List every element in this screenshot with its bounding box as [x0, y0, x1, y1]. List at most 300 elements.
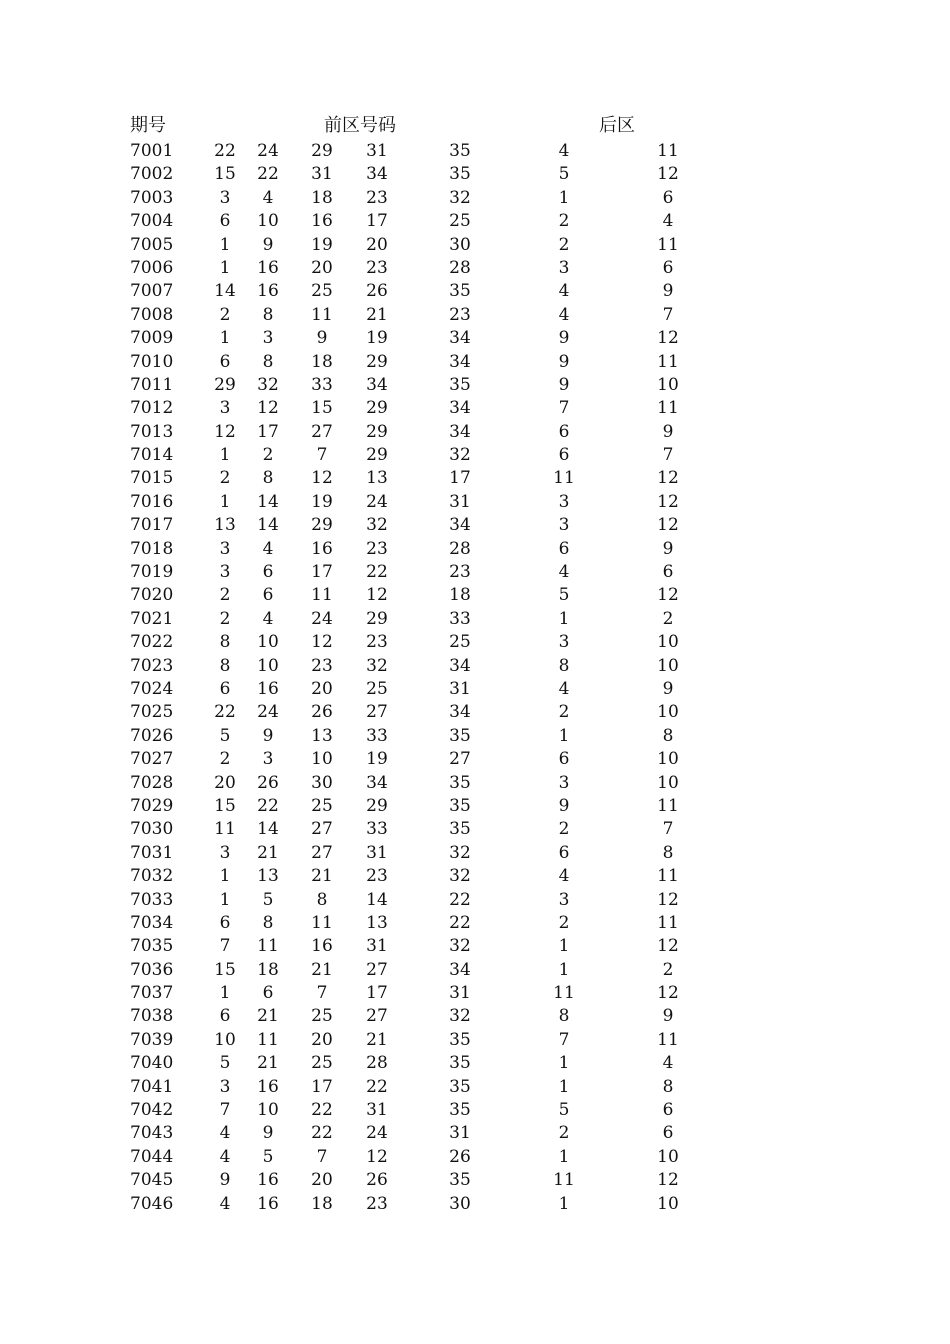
front-number-1: 1 — [219, 328, 231, 349]
back-number-1: 2 — [558, 702, 570, 723]
front-number-4: 24 — [366, 1123, 388, 1144]
front-number-4: 14 — [366, 889, 388, 910]
back-number-1: 11 — [553, 1170, 575, 1191]
front-number-1: 4 — [219, 1123, 231, 1144]
front-number-4: 19 — [366, 749, 388, 770]
issue-number: 7030 — [130, 819, 174, 840]
front-number-3: 27 — [311, 819, 333, 840]
front-number-1: 8 — [219, 632, 231, 653]
front-number-2: 10 — [257, 632, 279, 653]
front-number-2: 16 — [257, 1193, 279, 1214]
issue-number: 7033 — [130, 889, 174, 910]
front-number-1: 6 — [219, 1006, 231, 1027]
back-number-1: 9 — [558, 374, 570, 395]
back-number-1: 2 — [558, 234, 570, 255]
front-number-3: 7 — [316, 1146, 328, 1167]
front-number-1: 6 — [219, 678, 231, 699]
front-number-2: 24 — [257, 702, 279, 723]
front-number-4: 23 — [366, 632, 388, 653]
back-number-2: 10 — [657, 1193, 679, 1214]
front-number-1: 3 — [219, 398, 231, 419]
front-number-4: 31 — [366, 842, 388, 863]
back-number-1: 5 — [558, 1100, 570, 1121]
issue-number: 7044 — [130, 1146, 174, 1167]
front-number-1: 2 — [219, 468, 231, 489]
front-number-2: 24 — [257, 141, 279, 161]
front-number-5: 32 — [449, 866, 471, 887]
back-number-1: 1 — [558, 1076, 570, 1097]
table-row — [0, 234, 950, 257]
front-number-5: 35 — [449, 725, 471, 746]
front-number-1: 15 — [214, 795, 236, 816]
issue-number: 7005 — [130, 234, 174, 255]
table-row — [0, 491, 950, 514]
front-number-3: 16 — [311, 211, 333, 232]
back-number-1: 1 — [558, 187, 570, 208]
table-row — [0, 865, 950, 888]
table-row — [0, 701, 950, 724]
front-number-4: 29 — [366, 795, 388, 816]
back-number-2: 11 — [657, 398, 679, 419]
front-number-1: 22 — [214, 702, 236, 723]
front-number-5: 33 — [449, 608, 471, 629]
front-number-2: 9 — [262, 234, 274, 255]
front-number-2: 12 — [257, 398, 279, 419]
table-row — [0, 374, 950, 397]
back-number-2: 10 — [657, 749, 679, 770]
back-number-1: 6 — [558, 749, 570, 770]
back-number-2: 12 — [657, 889, 679, 910]
table-row — [0, 889, 950, 912]
back-number-2: 9 — [662, 421, 674, 442]
front-number-1: 6 — [219, 912, 231, 933]
table-row — [0, 444, 950, 467]
back-number-1: 9 — [558, 795, 570, 816]
front-number-3: 18 — [311, 351, 333, 372]
back-number-2: 9 — [662, 1006, 674, 1027]
issue-number: 7031 — [130, 842, 174, 863]
front-number-5: 34 — [449, 959, 471, 980]
back-number-2: 9 — [662, 678, 674, 699]
front-number-4: 17 — [366, 211, 388, 232]
issue-number: 7019 — [130, 562, 174, 583]
front-number-4: 27 — [366, 1006, 388, 1027]
table-row — [0, 584, 950, 607]
front-number-3: 17 — [311, 562, 333, 583]
front-number-4: 31 — [366, 936, 388, 957]
front-number-5: 28 — [449, 538, 471, 559]
front-number-2: 8 — [262, 912, 274, 933]
front-number-3: 19 — [311, 234, 333, 255]
back-number-2: 11 — [657, 912, 679, 933]
back-number-2: 7 — [662, 304, 674, 325]
front-number-3: 11 — [311, 912, 333, 933]
table-row — [0, 140, 950, 163]
front-number-4: 32 — [366, 655, 388, 676]
front-number-4: 29 — [366, 421, 388, 442]
back-number-1: 6 — [558, 445, 570, 466]
back-number-2: 6 — [662, 257, 674, 278]
front-number-4: 29 — [366, 445, 388, 466]
table-row — [0, 351, 950, 374]
front-number-3: 27 — [311, 842, 333, 863]
front-number-3: 29 — [311, 141, 333, 161]
front-number-3: 25 — [311, 795, 333, 816]
front-number-3: 22 — [311, 1100, 333, 1121]
front-number-1: 3 — [219, 562, 231, 583]
table-row — [0, 1193, 950, 1216]
front-number-5: 32 — [449, 842, 471, 863]
issue-number: 7021 — [130, 608, 174, 629]
front-number-5: 18 — [449, 585, 471, 606]
front-number-1: 3 — [219, 842, 231, 863]
front-number-1: 7 — [219, 936, 231, 957]
issue-number: 7013 — [130, 421, 174, 442]
front-number-5: 34 — [449, 351, 471, 372]
front-number-2: 3 — [262, 749, 274, 770]
back-number-2: 12 — [657, 983, 679, 1004]
front-number-4: 19 — [366, 328, 388, 349]
front-number-3: 23 — [311, 655, 333, 676]
front-number-2: 8 — [262, 351, 274, 372]
front-number-3: 11 — [311, 585, 333, 606]
front-number-5: 35 — [449, 164, 471, 185]
back-number-1: 4 — [558, 281, 570, 302]
front-number-3: 30 — [311, 772, 333, 793]
back-number-2: 4 — [662, 1053, 674, 1074]
back-number-1: 9 — [558, 328, 570, 349]
table-row — [0, 1029, 950, 1052]
back-number-2: 10 — [657, 772, 679, 793]
issue-number: 7018 — [130, 538, 174, 559]
issue-number: 7041 — [130, 1076, 174, 1097]
front-number-3: 25 — [311, 1006, 333, 1027]
table-row — [0, 725, 950, 748]
front-number-4: 29 — [366, 351, 388, 372]
back-number-1: 1 — [558, 959, 570, 980]
front-number-2: 10 — [257, 211, 279, 232]
front-number-3: 16 — [311, 936, 333, 957]
front-number-3: 7 — [316, 445, 328, 466]
table-row — [0, 631, 950, 654]
back-number-1: 9 — [558, 351, 570, 372]
back-number-2: 12 — [657, 164, 679, 185]
front-number-3: 20 — [311, 678, 333, 699]
front-number-5: 23 — [449, 562, 471, 583]
front-number-5: 32 — [449, 187, 471, 208]
table-row — [0, 1169, 950, 1192]
back-number-1: 7 — [558, 398, 570, 419]
front-number-1: 15 — [214, 164, 236, 185]
back-number-1: 4 — [558, 562, 570, 583]
front-number-4: 13 — [366, 912, 388, 933]
front-number-4: 23 — [366, 866, 388, 887]
back-number-1: 4 — [558, 678, 570, 699]
issue-number: 7034 — [130, 912, 174, 933]
front-number-2: 17 — [257, 421, 279, 442]
front-number-1: 1 — [219, 491, 231, 512]
table-row — [0, 912, 950, 935]
results-table — [0, 140, 950, 1216]
issue-number: 7026 — [130, 725, 174, 746]
back-number-2: 8 — [662, 725, 674, 746]
table-row — [0, 1122, 950, 1145]
back-number-2: 11 — [657, 795, 679, 816]
front-number-3: 31 — [311, 164, 333, 185]
front-number-2: 26 — [257, 772, 279, 793]
issue-number: 7028 — [130, 772, 174, 793]
front-number-2: 9 — [262, 725, 274, 746]
front-number-3: 16 — [311, 538, 333, 559]
front-number-1: 14 — [214, 281, 236, 302]
front-number-5: 34 — [449, 398, 471, 419]
back-number-2: 9 — [662, 281, 674, 302]
front-number-4: 23 — [366, 257, 388, 278]
front-number-2: 21 — [257, 1006, 279, 1027]
front-number-5: 35 — [449, 1029, 471, 1050]
front-number-2: 21 — [257, 842, 279, 863]
front-number-5: 31 — [449, 983, 471, 1004]
front-number-4: 17 — [366, 983, 388, 1004]
table-row — [0, 397, 950, 420]
front-number-2: 16 — [257, 678, 279, 699]
back-number-2: 6 — [662, 562, 674, 583]
back-number-2: 12 — [657, 1170, 679, 1191]
back-number-1: 2 — [558, 211, 570, 232]
front-number-1: 10 — [214, 1029, 236, 1050]
front-number-2: 9 — [262, 1123, 274, 1144]
front-number-3: 10 — [311, 749, 333, 770]
back-number-2: 12 — [657, 328, 679, 349]
table-row — [0, 514, 950, 537]
back-number-1: 1 — [558, 725, 570, 746]
back-number-2: 4 — [662, 211, 674, 232]
front-number-3: 17 — [311, 1076, 333, 1097]
table-row — [0, 1005, 950, 1028]
front-number-2: 4 — [262, 187, 274, 208]
front-number-5: 22 — [449, 889, 471, 910]
back-number-2: 6 — [662, 1100, 674, 1121]
front-number-3: 9 — [316, 328, 328, 349]
front-number-1: 13 — [214, 515, 236, 536]
issue-number: 7039 — [130, 1029, 174, 1050]
issue-number: 7003 — [130, 187, 174, 208]
table-row — [0, 327, 950, 350]
issue-number: 7040 — [130, 1053, 174, 1074]
issue-number: 7043 — [130, 1123, 174, 1144]
front-number-5: 32 — [449, 936, 471, 957]
back-number-1: 3 — [558, 257, 570, 278]
front-number-2: 22 — [257, 164, 279, 185]
front-number-3: 12 — [311, 468, 333, 489]
back-number-1: 6 — [558, 842, 570, 863]
issue-number: 7027 — [130, 749, 174, 770]
front-number-2: 11 — [257, 1029, 279, 1050]
front-number-5: 17 — [449, 468, 471, 489]
front-number-3: 24 — [311, 608, 333, 629]
back-number-2: 10 — [657, 374, 679, 395]
front-number-2: 6 — [262, 562, 274, 583]
front-number-4: 25 — [366, 678, 388, 699]
front-number-5: 35 — [449, 281, 471, 302]
back-number-1: 4 — [558, 141, 570, 161]
front-number-4: 34 — [366, 164, 388, 185]
front-number-1: 2 — [219, 608, 231, 629]
front-number-3: 20 — [311, 1170, 333, 1191]
front-number-3: 25 — [311, 281, 333, 302]
front-number-2: 13 — [257, 866, 279, 887]
issue-number: 7035 — [130, 936, 174, 957]
front-number-4: 26 — [366, 281, 388, 302]
front-number-4: 34 — [366, 374, 388, 395]
issue-number: 7037 — [130, 983, 174, 1004]
front-number-3: 21 — [311, 866, 333, 887]
front-number-3: 21 — [311, 959, 333, 980]
back-number-2: 9 — [662, 538, 674, 559]
back-number-2: 11 — [657, 351, 679, 372]
front-number-4: 31 — [366, 141, 388, 161]
front-number-1: 8 — [219, 655, 231, 676]
front-number-2: 14 — [257, 515, 279, 536]
front-number-1: 6 — [219, 351, 231, 372]
front-number-4: 21 — [366, 304, 388, 325]
back-number-1: 2 — [558, 912, 570, 933]
front-number-4: 27 — [366, 959, 388, 980]
issue-number: 7009 — [130, 328, 174, 349]
table-row — [0, 935, 950, 958]
issue-number: 7014 — [130, 445, 174, 466]
front-number-5: 35 — [449, 1100, 471, 1121]
front-number-5: 30 — [449, 234, 471, 255]
back-number-1: 6 — [558, 421, 570, 442]
front-number-1: 29 — [214, 374, 236, 395]
issue-number: 7007 — [130, 281, 174, 302]
front-number-4: 31 — [366, 1100, 388, 1121]
back-number-2: 10 — [657, 655, 679, 676]
front-number-4: 29 — [366, 608, 388, 629]
front-number-2: 16 — [257, 1170, 279, 1191]
front-number-5: 35 — [449, 1170, 471, 1191]
front-number-1: 3 — [219, 538, 231, 559]
table-row — [0, 1076, 950, 1099]
front-number-2: 5 — [262, 1146, 274, 1167]
back-number-1: 3 — [558, 491, 570, 512]
front-number-2: 16 — [257, 257, 279, 278]
header-front-zone: 前区号码 — [324, 115, 396, 136]
front-number-4: 34 — [366, 772, 388, 793]
back-number-1: 6 — [558, 538, 570, 559]
front-number-4: 22 — [366, 1076, 388, 1097]
back-number-1: 4 — [558, 866, 570, 887]
back-number-1: 4 — [558, 304, 570, 325]
table-row — [0, 421, 950, 444]
front-number-4: 33 — [366, 725, 388, 746]
front-number-2: 3 — [262, 328, 274, 349]
front-number-1: 3 — [219, 187, 231, 208]
back-number-1: 3 — [558, 772, 570, 793]
table-row — [0, 795, 950, 818]
back-number-2: 8 — [662, 842, 674, 863]
front-number-1: 1 — [219, 445, 231, 466]
front-number-4: 12 — [366, 1146, 388, 1167]
front-number-3: 7 — [316, 983, 328, 1004]
table-row — [0, 678, 950, 701]
front-number-1: 12 — [214, 421, 236, 442]
front-number-1: 22 — [214, 141, 236, 161]
issue-number: 7012 — [130, 398, 174, 419]
front-number-3: 11 — [311, 304, 333, 325]
back-number-2: 12 — [657, 936, 679, 957]
front-number-4: 13 — [366, 468, 388, 489]
back-number-1: 1 — [558, 1193, 570, 1214]
front-number-1: 11 — [214, 819, 236, 840]
front-number-4: 29 — [366, 398, 388, 419]
front-number-5: 35 — [449, 374, 471, 395]
front-number-3: 19 — [311, 491, 333, 512]
back-number-2: 6 — [662, 1123, 674, 1144]
issue-number: 7020 — [130, 585, 174, 606]
back-number-1: 8 — [558, 1006, 570, 1027]
issue-number: 7038 — [130, 1006, 174, 1027]
table-row — [0, 210, 950, 233]
back-number-2: 11 — [657, 141, 679, 161]
table-row — [0, 982, 950, 1005]
header-issue: 期号 — [130, 115, 166, 136]
front-number-4: 27 — [366, 702, 388, 723]
front-number-4: 12 — [366, 585, 388, 606]
back-number-2: 10 — [657, 632, 679, 653]
back-number-1: 8 — [558, 655, 570, 676]
table-row — [0, 187, 950, 210]
back-number-2: 12 — [657, 585, 679, 606]
front-number-4: 26 — [366, 1170, 388, 1191]
back-number-2: 2 — [662, 959, 674, 980]
issue-number: 7001 — [130, 141, 174, 161]
front-number-1: 4 — [219, 1146, 231, 1167]
front-number-1: 2 — [219, 749, 231, 770]
front-number-2: 21 — [257, 1053, 279, 1074]
front-number-5: 35 — [449, 819, 471, 840]
front-number-3: 27 — [311, 421, 333, 442]
front-number-2: 10 — [257, 1100, 279, 1121]
front-number-3: 18 — [311, 1193, 333, 1214]
front-number-3: 20 — [311, 257, 333, 278]
back-number-1: 5 — [558, 164, 570, 185]
front-number-2: 14 — [257, 491, 279, 512]
table-row — [0, 1099, 950, 1122]
front-number-1: 15 — [214, 959, 236, 980]
front-number-5: 27 — [449, 749, 471, 770]
table-row — [0, 1052, 950, 1075]
front-number-2: 18 — [257, 959, 279, 980]
back-number-2: 7 — [662, 819, 674, 840]
front-number-1: 7 — [219, 1100, 231, 1121]
front-number-5: 28 — [449, 257, 471, 278]
front-number-1: 1 — [219, 234, 231, 255]
table-row — [0, 163, 950, 186]
back-number-2: 12 — [657, 491, 679, 512]
front-number-5: 26 — [449, 1146, 471, 1167]
table-row — [0, 818, 950, 841]
front-number-4: 23 — [366, 538, 388, 559]
back-number-1: 1 — [558, 936, 570, 957]
front-number-5: 35 — [449, 1053, 471, 1074]
front-number-2: 32 — [257, 374, 279, 395]
front-number-1: 1 — [219, 983, 231, 1004]
back-number-1: 11 — [553, 983, 575, 1004]
front-number-5: 35 — [449, 795, 471, 816]
front-number-4: 20 — [366, 234, 388, 255]
